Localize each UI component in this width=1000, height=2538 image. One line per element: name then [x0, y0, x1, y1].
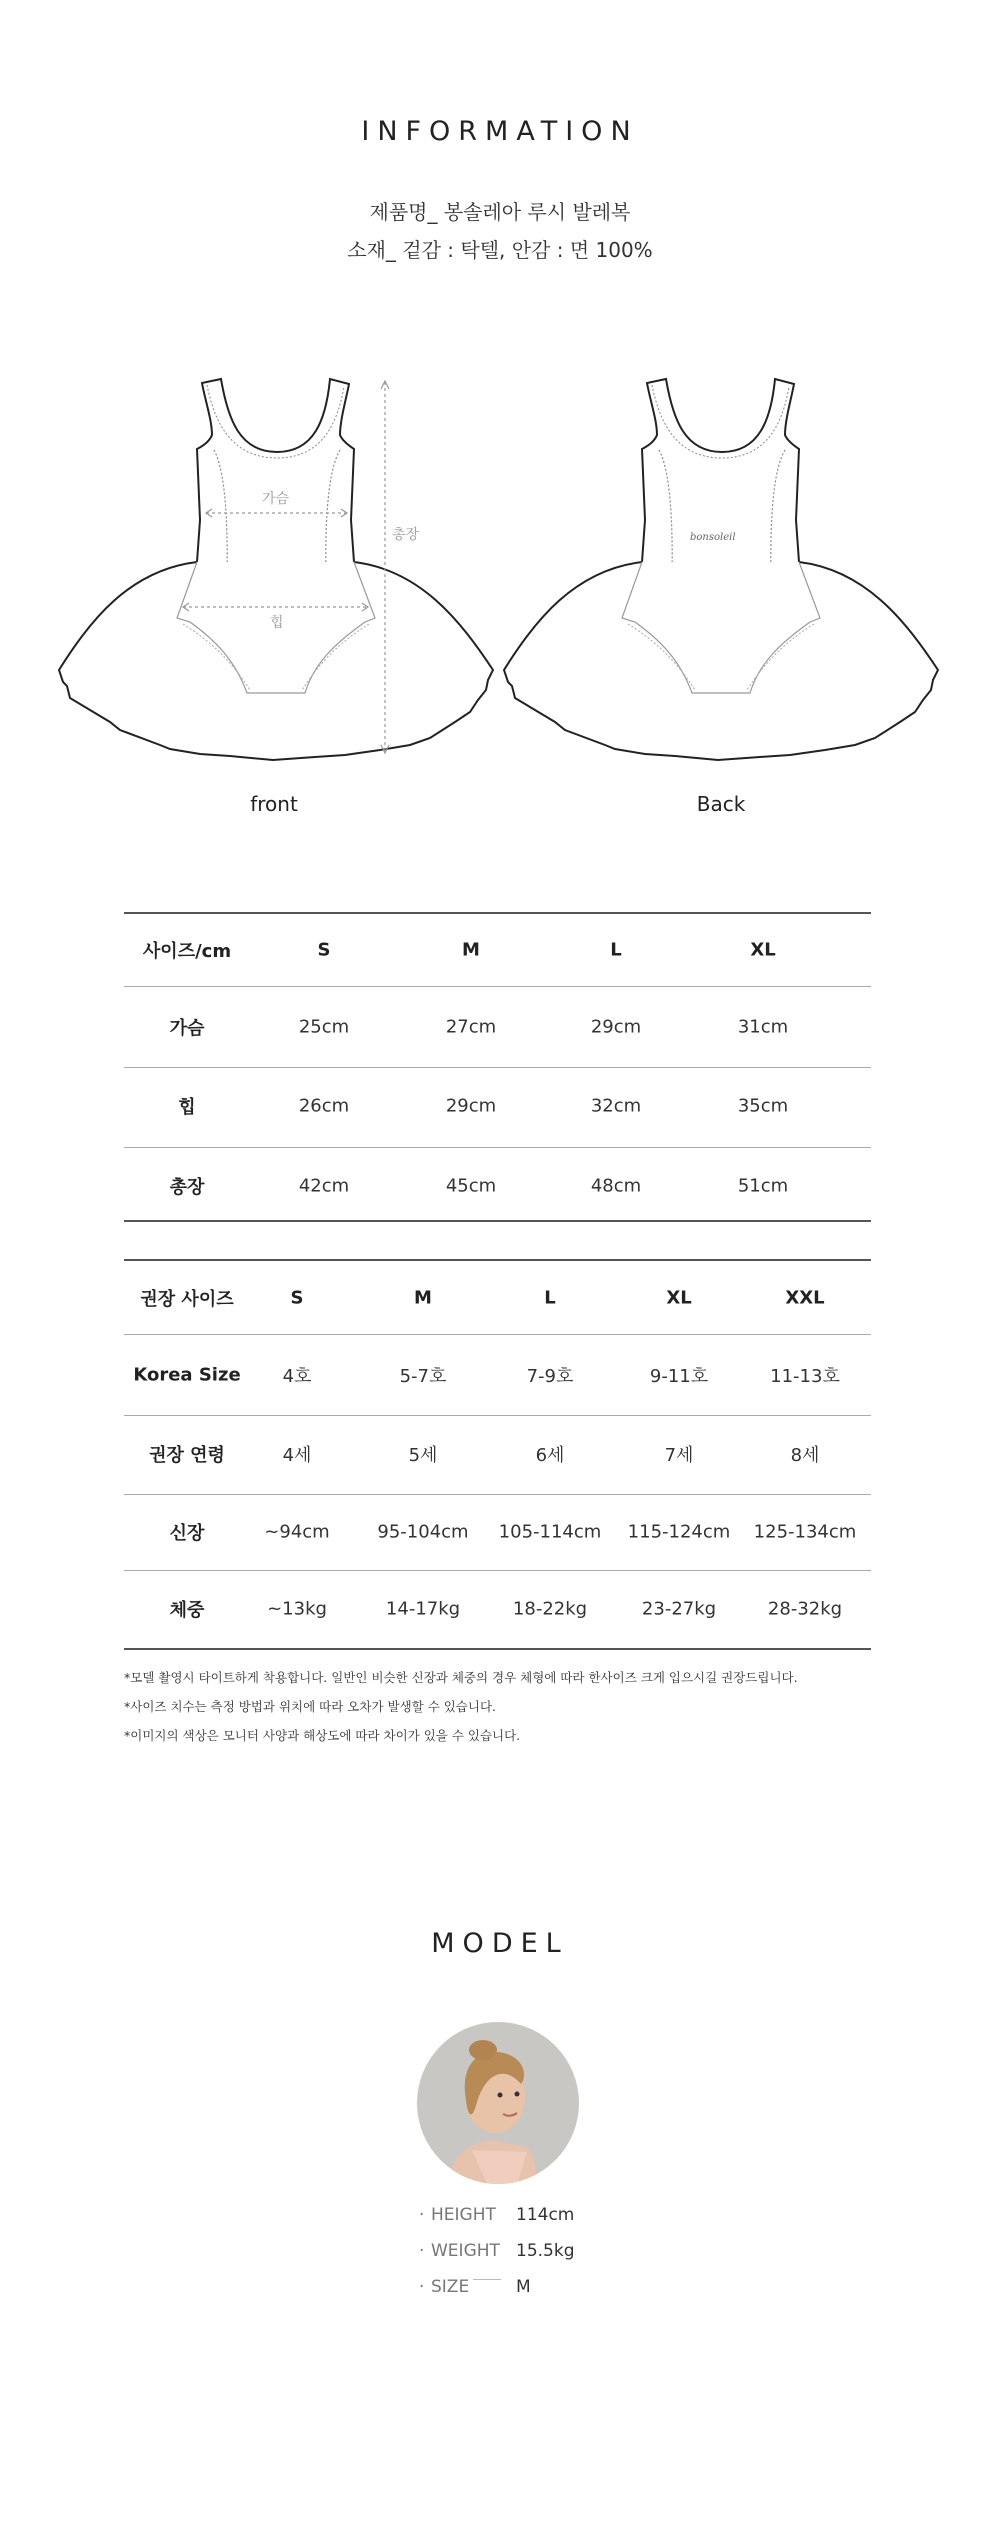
table-cell: 115-124cm	[627, 1521, 731, 1543]
product-material: 소재_ 겉감 : 탁텔, 안감 : 면 100%	[347, 238, 653, 262]
table-cell: 4호	[282, 1366, 312, 1387]
table-cell: 125-134cm	[753, 1521, 857, 1543]
bullet: ·	[419, 2277, 425, 2297]
table-cell: 25cm	[298, 1016, 350, 1038]
garment-diagram	[0, 0, 1000, 840]
table-cell: 4세	[282, 1445, 312, 1466]
table-cell: ~13kg	[267, 1598, 327, 1620]
note-color: *이미지의 색상은 모니터 사양과 해상도에 따라 차이가 있을 수 있습니다.	[124, 1728, 521, 1743]
note-fit: *모델 촬영시 타이트하게 착용합니다. 일반인 비슷한 신장과 체중의 경우 체형에 따라 한사이즈 크게 입으시길 권장드립니다.	[124, 1670, 798, 1685]
table-cell: 7세	[664, 1445, 694, 1466]
table-cell: ~94cm	[264, 1521, 330, 1543]
table-cell: 11-13호	[770, 1366, 840, 1387]
model-title: MODEL	[431, 1928, 569, 1959]
table-cell: 9-11호	[649, 1366, 709, 1387]
table-cell: 6세	[535, 1445, 565, 1466]
weight-label: WEIGHT	[431, 2241, 500, 2261]
row-label-length: 총장	[169, 1177, 205, 1198]
back-caption: Back	[696, 792, 746, 816]
length-label: 총장	[392, 527, 420, 543]
table-cell: 105-114cm	[498, 1521, 602, 1543]
front-caption: front	[250, 792, 298, 816]
row-label-hip: 힙	[178, 1097, 196, 1118]
size-label: SIZE	[431, 2277, 470, 2297]
back-logo: bonsoleil	[690, 532, 736, 543]
table-cell: 45cm	[445, 1175, 497, 1197]
model-size-row	[419, 2277, 531, 2297]
row-label-height: 신장	[169, 1523, 205, 1544]
weight-value: 15.5kg	[516, 2241, 575, 2261]
table-cell: 18-22kg	[512, 1598, 588, 1620]
bullet: ·	[419, 2241, 425, 2261]
product-name: 제품명_ 봉솔레아 루시 발레복	[369, 200, 631, 224]
height-label: HEIGHT	[431, 2205, 496, 2225]
recommend-header-s: S	[290, 1287, 304, 1309]
table-cell: 42cm	[298, 1175, 350, 1197]
row-label-weight: 체중	[169, 1600, 205, 1621]
table-cell: 7-9호	[526, 1366, 574, 1387]
recommend-header-xxl: XXL	[785, 1287, 825, 1309]
table-cell: 51cm	[737, 1175, 789, 1197]
table-cell: 26cm	[298, 1095, 350, 1117]
size-header-label: 사이즈/cm	[142, 941, 232, 962]
divider	[473, 2279, 501, 2280]
table-cell: 32cm	[590, 1095, 642, 1117]
table-cell: 27cm	[445, 1016, 497, 1038]
row-label-age: 권장 연령	[149, 1445, 225, 1466]
recommend-header-l: L	[544, 1287, 556, 1309]
table-cell: 48cm	[590, 1175, 642, 1197]
table-cell: 8세	[790, 1445, 820, 1466]
table-cell: 29cm	[590, 1016, 642, 1038]
table-cell: 23-27kg	[641, 1598, 717, 1620]
model-photo	[417, 2022, 579, 2184]
size-header-m: M	[462, 939, 480, 961]
table-cell: 5세	[408, 1445, 438, 1466]
model-height-row	[419, 2205, 575, 2225]
chest-label: 가슴	[262, 491, 290, 507]
row-label-korea-size: Korea Size	[133, 1364, 241, 1386]
table-cell: 35cm	[737, 1095, 789, 1117]
information-title: INFORMATION	[361, 116, 639, 147]
note-measurement: *사이즈 치수는 측정 방법과 위치에 따라 오차가 발생할 수 있습니다.	[124, 1699, 497, 1714]
recommend-header-m: M	[414, 1287, 432, 1309]
table-cell: 14-17kg	[385, 1598, 461, 1620]
size-value: M	[516, 2277, 531, 2297]
table-cell: 95-104cm	[377, 1521, 469, 1543]
size-table	[124, 912, 871, 1222]
table-cell: 31cm	[737, 1016, 789, 1038]
size-header-s: S	[317, 939, 331, 961]
recommend-header-label: 권장 사이즈	[140, 1289, 234, 1310]
hip-label: 힙	[270, 615, 284, 631]
front-dress-drawing	[59, 379, 493, 760]
table-cell: 29cm	[445, 1095, 497, 1117]
recommend-table	[124, 1259, 871, 1651]
recommend-header-xl: XL	[666, 1287, 692, 1309]
table-cell: 5-7호	[399, 1366, 447, 1387]
back-dress-drawing	[504, 379, 938, 760]
row-label-chest: 가슴	[169, 1018, 205, 1039]
table-cell: 28-32kg	[767, 1598, 843, 1620]
size-header-xl: XL	[750, 939, 776, 961]
size-header-l: L	[610, 939, 622, 961]
bullet: ·	[419, 2205, 425, 2225]
model-weight-row	[419, 2241, 575, 2261]
height-value: 114cm	[516, 2205, 575, 2225]
